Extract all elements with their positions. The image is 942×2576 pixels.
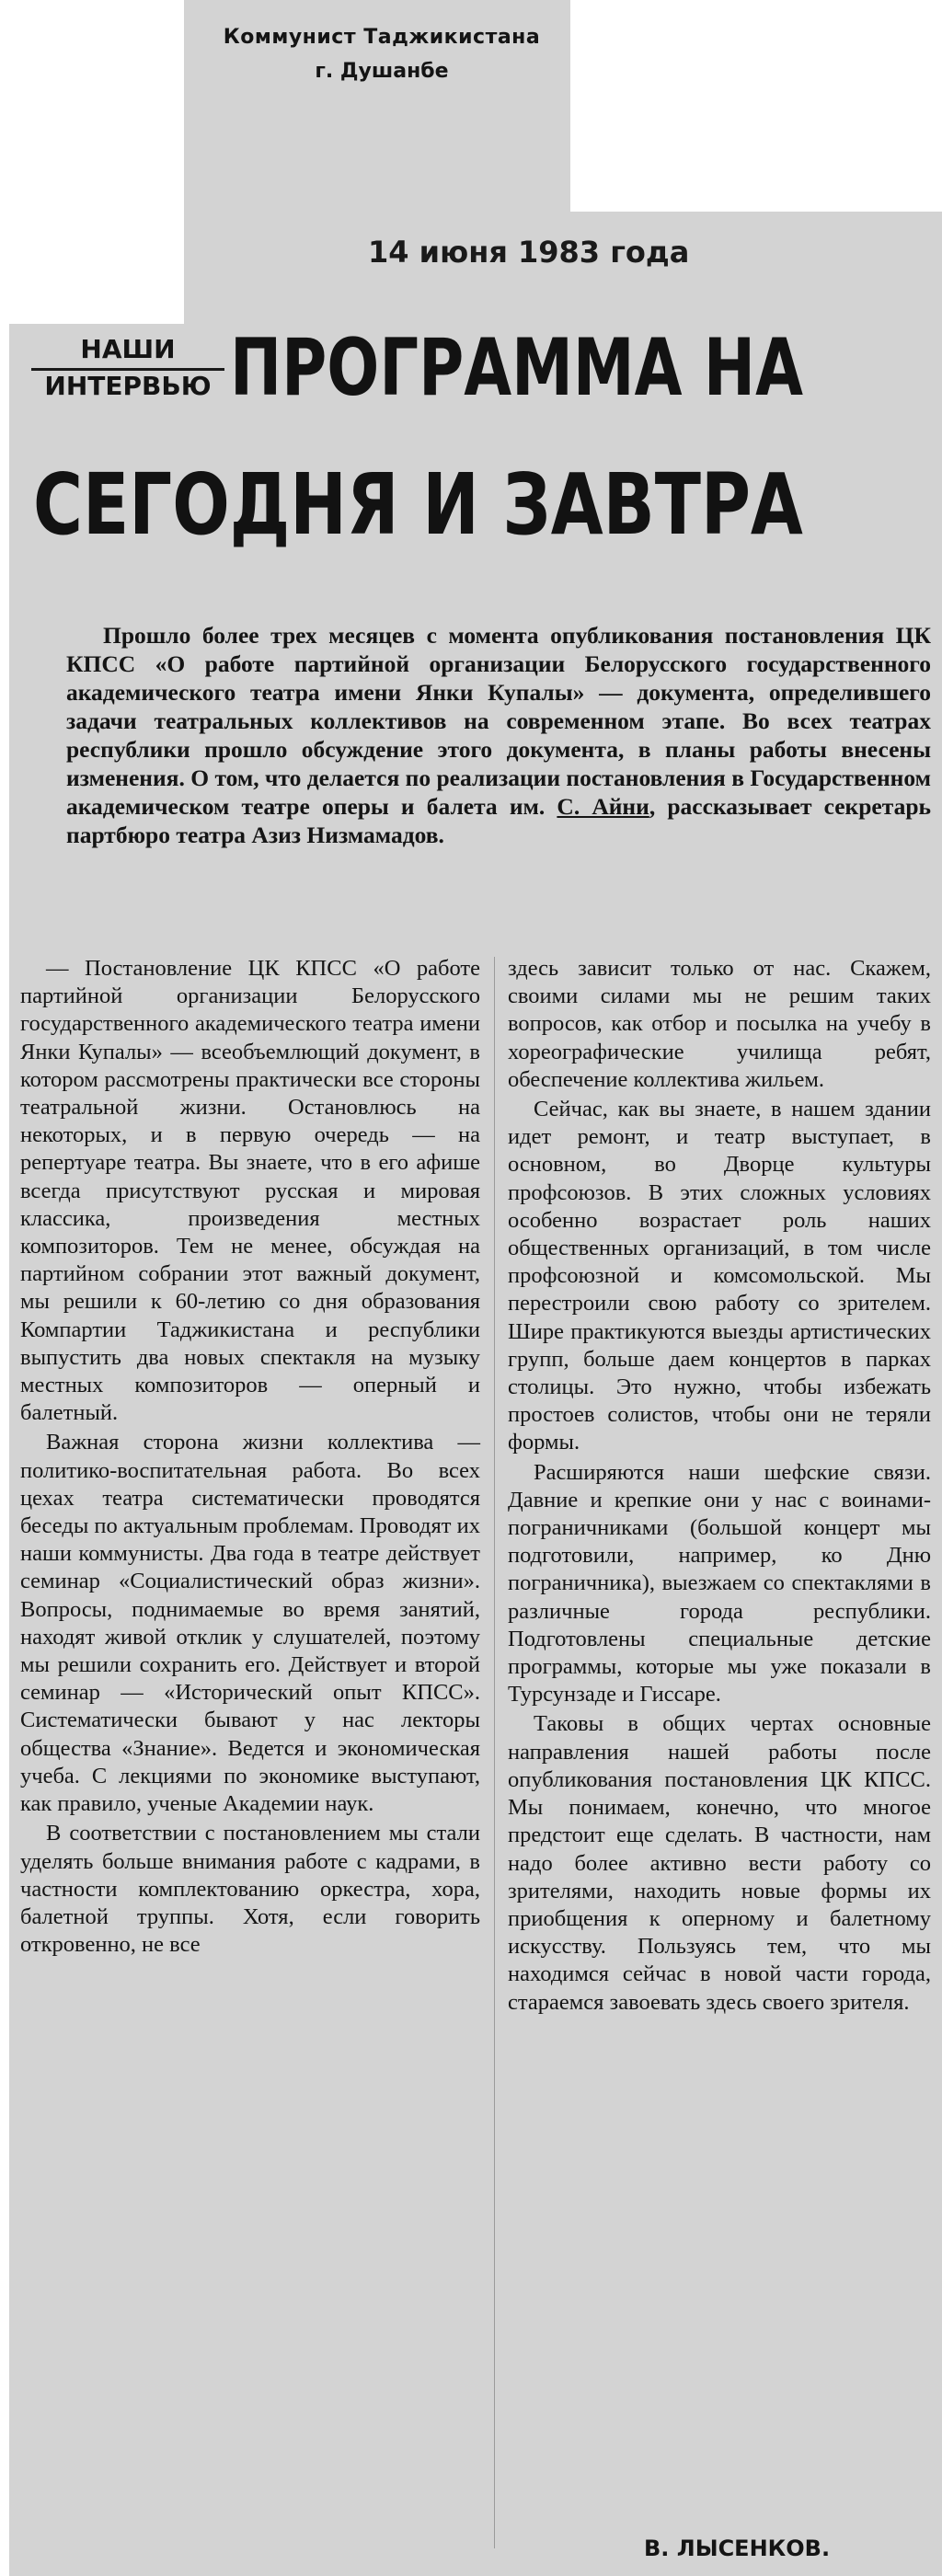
paragraph: — Постановление ЦК КПСС «О работе партийной организации Белорусского государственного академического театра имени Янки Купалы» — всеобъемлющий документ, в котором рассмотрены практически все стороны театральной жизни. Остановлюсь на некоторых, и в первую очередь — на репертуаре театра. Вы знаете, что в его афише всегда присутствуют русская и мировая классика, произведения местных композиторов. Тем не менее, обсуждая на партийном собрании этот важный документ, мы решили к 60-летию со дня образования Компартии Таджикистана и республики выпустить два новых спектакля на музыку местных композиторов — оперный и балетный.: [20, 956, 480, 1426]
headline-line-1: ПРОГРАММА НА: [230, 322, 803, 414]
rubric-divider: [31, 368, 224, 371]
rubric-line-1: НАШИ: [80, 334, 176, 364]
paragraph: Сейчас, как вы знаете, в нашем здании идет ремонт, и театр выступает, в основном, во Дворце культуры профсоюзов. В этих сложных условиях особенно возрастает роль наших общественных организаций, в том числе профсоюзной и комсомольской. Мы перестроили свою работу со зрителем. Шире практикуются выезды артистических групп, больше даем концертов в парках столицы. Это нужно, чтобы избежать простоев солистов, чтобы они не теряли формы.: [508, 1097, 931, 1455]
lead-underlined-name: С. Айни: [557, 793, 649, 820]
paragraph: Важная сторона жизни коллектива — политико-воспитательная работа. Во всех цехах театра систематически проводятся беседы по актуальным проблемам. Проводят их наши коммунисты. Два года в театре действует семинар «Социалистический образ жизни». Вопросы, поднимаемые во время занятий, находят живой отклик у слушателей, поэтому мы решили сохранить его. Действует и второй семинар — «Исторический опыт КПСС». Систематически бывают у нас лекторы общества «Знание». Ведется и экономическая учеба. С лекциями по экономике выступают, как правило, ученые Академии наук.: [20, 1430, 480, 1817]
date-clipping: [184, 212, 942, 331]
headline-line-2: СЕГОДНЯ И ЗАВТРА: [33, 455, 803, 554]
paragraph: Таковы в общих чертах основные направления нашей работы после опубликования постановления ЦК КПСС. Мы понимаем, конечно, что многое предстоит еще сделать. В частности, нам надо более активно вести работу со зрителями, находить новые формы их приобщения к оперному и балетному искусству. Пользуясь тем, что мы находимся сейчас в новой части города, стараемся завоевать здесь своего зрителя.: [508, 1711, 931, 2015]
article-column-right: [508, 955, 931, 2018]
city-name: г. Душанбе: [315, 60, 449, 83]
newspaper-name: Коммунист Таджикистана: [223, 26, 541, 49]
lead-tail: , рассказывает секретарь партбюро театра Азиз Низмамадов.: [66, 793, 932, 848]
article-column-left: [20, 955, 480, 1961]
rubric-line-2: ИНТЕРВЬЮ: [44, 371, 212, 401]
lead-text: Прошло более трех месяцев с момента опубликования постановления ЦК КПСС «О работе партийной организации Белорусского государственного академического театра имени Янки Купалы» — документа, определившего задачи театральных коллективов на современном этапе. Во всех театрах республики прошло обсуждение этого документа, в планы работы внесены изменения. О том, что делается по реализации постановления в Государственном академическом театре оперы и балета им.: [66, 622, 931, 820]
column-divider: [494, 957, 495, 2548]
paragraph: В соответствии с постановлением мы стали уделять больше внимания работе с кадрами, в частности комплектованию оркестра, хора, балетной труппы. Хотя, если говорить откровенно, не все: [20, 1821, 480, 1958]
author-signature: В. ЛЫСЕНКОВ.: [644, 2536, 831, 2561]
masthead-stamp: [198, 26, 566, 83]
lead-paragraph: [66, 621, 931, 849]
publication-date: 14 июня 1983 года: [368, 235, 690, 270]
paragraph: Расширяются наши шефские связи. Давние и крепкие они у нас с воинами-пограничниками (большой концерт мы подготовили, например, ко Дню пограничника), выезжаем со спектаклями в различные города республики. Подготовлены специальные детские программы, которые мы уже показали в Турсунзаде и Гиссаре.: [508, 1459, 931, 1708]
paragraph: здесь зависит только от нас. Скажем, своими силами мы не решим таких вопросов, как отбор и посылка на учебу в хореографические училища ребят, обеспечение коллектива жильем.: [508, 956, 931, 1092]
